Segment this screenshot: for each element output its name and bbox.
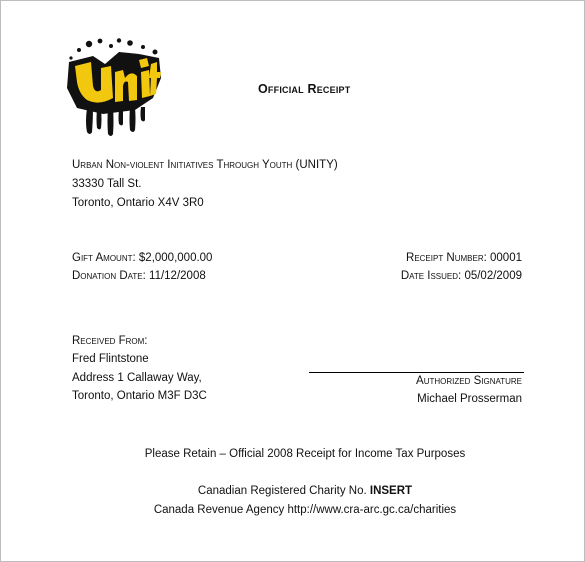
signature-label: Authorized Signature (416, 375, 522, 387)
cra-line: Canada Revenue Agency http://www.cra-arc.gc.ca/charities (153, 504, 457, 516)
donor-name: Fred Flintstone (72, 353, 149, 365)
date-issued-label: Date Issued: (400, 270, 462, 282)
receipt-number-label: Receipt Number: (406, 252, 487, 264)
charity-number: INSERT (369, 485, 413, 497)
unity-logo (59, 38, 169, 138)
gift-amount-label: Gift Amount: (72, 252, 136, 264)
donation-date-value: 11/12/2008 (149, 270, 206, 282)
received-from-label: Received From: (72, 335, 148, 347)
org-city: Toronto, Ontario X4V 3R0 (72, 197, 204, 209)
retain-note: Please Retain – Official 2008 Receipt for Income Tax Purposes (144, 448, 466, 460)
gift-amount-value: $2,000,000.00 (138, 252, 213, 264)
date-issued (401, 269, 522, 283)
receipt-number (406, 251, 522, 265)
donation-date-label: Donation Date: (72, 270, 146, 282)
donor-address: Address 1 Callaway Way, (72, 372, 202, 384)
org-name: Urban Non-violent Initiatives Through Youth (UNITY) (72, 159, 338, 171)
charity-line (1, 484, 585, 498)
signature-line (309, 372, 524, 373)
signatory-name: Michael Prosserman (417, 393, 522, 405)
receipt-title: Official Receipt (258, 82, 351, 96)
date-issued-value: 05/02/2009 (464, 270, 522, 282)
donor-city: Toronto, Ontario M3F D3C (72, 390, 207, 402)
gift-amount (72, 251, 212, 265)
org-street: 33330 Tall St. (72, 178, 142, 190)
charity-prefix: Canadian Registered Charity No. (197, 485, 367, 497)
donation-date (72, 269, 206, 283)
receipt-number-value: 00001 (490, 252, 522, 264)
